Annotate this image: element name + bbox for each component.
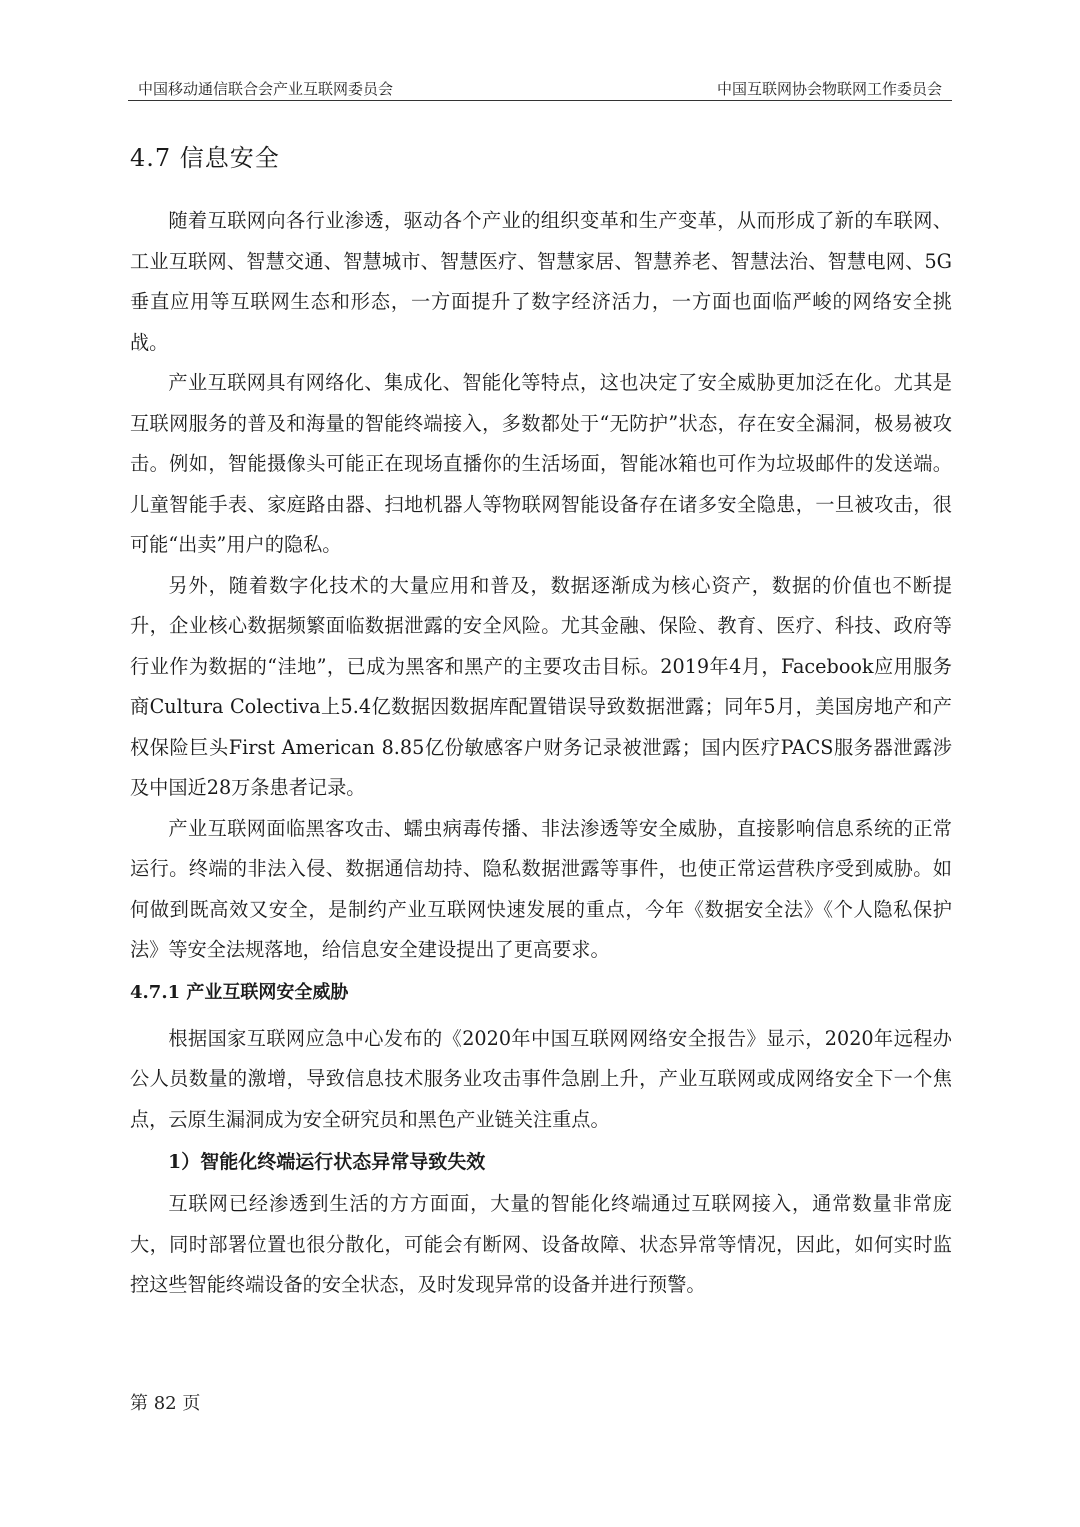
subsection-item-title: 1）智能化终端运行状态异常导致失效 [168, 1151, 486, 1173]
section-title: 4.7 信息安全 [130, 144, 280, 172]
section-paragraph-4: 产业互联网面临黑客攻击、蠕虫病毒传播、非法渗透等安全威胁，直接影响信息系统的正常运行。终端的非法入侵、数据通信劫持、隐私数据泄露等事件，也使正常运营秩序受到威胁。如何做到既高效又安全，是制约产业互联网快速发展的重点，今年《数据安全法》《个人隐私保护法》等安全法规落地，给信息安全建设提出了更高要求。 [130, 816, 952, 961]
header-right-org: 中国互联网协会物联网工作委员会 [716, 80, 942, 98]
page-content [130, 130, 952, 1306]
header-left-org: 中国移动通信联合会产业互联网委员会 [138, 80, 394, 98]
page-number: 第 82 页 [130, 1393, 201, 1414]
section-paragraph-2: 产业互联网具有网络化、集成化、智能化等特点，这也决定了安全威胁更加泛在化。尤其是互联网服务的普及和海量的智能终端接入，多数都处于“无防护”状态，存在安全漏洞，极易被攻击。例如，智能摄像头可能正在现场直播你的生活场面，智能冰箱也可作为垃圾邮件的发送端。儿童智能手表、家庭路由器、扫地机器人等物联网智能设备存在诸多安全隐患，一旦被攻击，很可能“出卖”用户的隐私。 [130, 371, 952, 556]
subsection-item-paragraph: 互联网已经渗透到生活的方方面面，大量的智能化终端通过互联网接入，通常数量非常庞大，同时部署位置也很分散化，可能会有断网、设备故障、状态异常等情况，因此，如何实时监控这些智能终端设备的安全状态，及时发现异常的设备并进行预警。 [130, 1192, 952, 1296]
subsection-paragraph: 根据国家互联网应急中心发布的《2020年中国互联网网络安全报告》显示，2020年远程办公人员数量的激增，导致信息技术服务业攻击事件急剧上升，产业互联网或成网络安全下一个焦点，云原生漏洞成为安全研究员和黑色产业链关注重点。 [130, 1026, 952, 1131]
section-paragraph-1: 随着互联网向各行业渗透，驱动各个产业的组织变革和生产变革，从而形成了新的车联网、工业互联网、智慧交通、智慧城市、智慧医疗、智慧家居、智慧养老、智慧法治、智慧电网、5G垂直应用等互联网生态和形态，一方面提升了数字经济活力，一方面也面临严峻的网络安全挑战。 [130, 209, 952, 354]
subsection-title: 4.7.1 产业互联网安全威胁 [130, 981, 349, 1003]
section-paragraph-3: 另外，随着数字化技术的大量应用和普及，数据逐渐成为核心资产，数据的价值也不断提升，企业核心数据频繁面临数据泄露的安全风险。尤其金融、保险、教育、医疗、科技、政府等行业作为数据的“洼地”，已成为黑客和黑产的主要攻击目标。2019年4月，Facebook应用服务商Cultura Colectiva上5.4亿数据因数据库配置错误导致数据泄露；同年5月，美国房地产和产权保险巨头First American 8.85亿份敏感客户财务记录被泄露；国内医疗PACS服务器泄露涉及中国近28万条患者记录。 [130, 573, 952, 799]
page-header [128, 74, 952, 101]
